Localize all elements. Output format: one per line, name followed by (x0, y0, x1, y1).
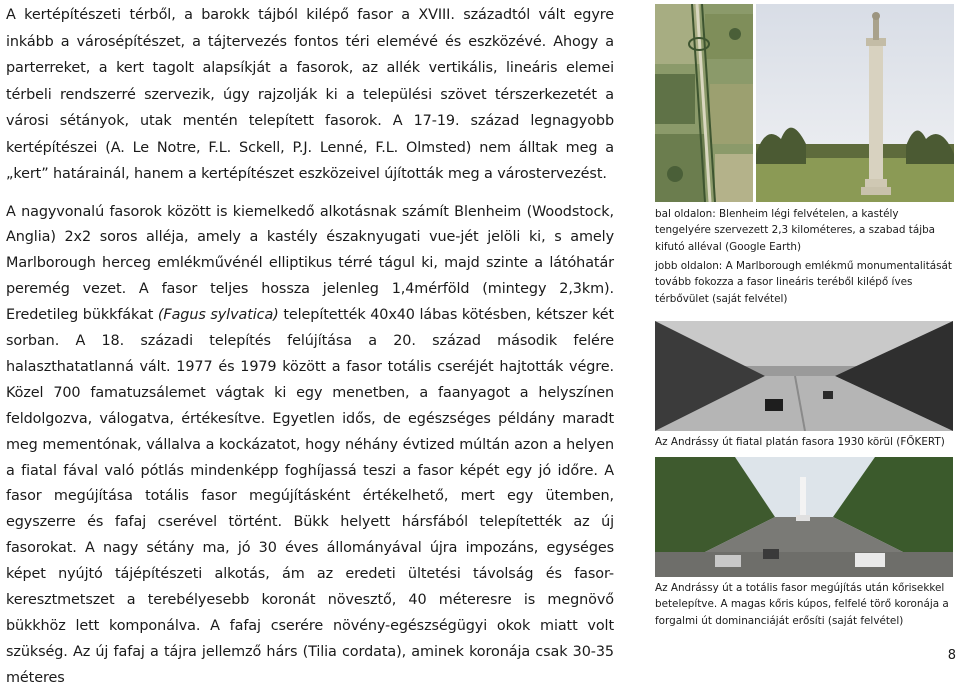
caption-marlborough: jobb oldalon: A Marlborough emlékmű monumentalitását tovább fokozza a fasor lineáris teréből kilépő íves térbővület (saját felvétel) (655, 260, 952, 305)
paragraph-blenheim-text-b: telepítették 40x40 lábas kötésben, kétszer két sorban. A 18. századi telepítés felújítása a 20. század második felére halaszthatatlanná vált. 1977 és 1979 között a fasor totális cseréjét hajtották végre. Közel 700 famatuzsálemet vágtak ki egy menetben, a faanyagot a helyszínen feldolgozva, válogatva, értékesítve. Egyetlen idős, de egészséges példány maradt meg mementónak, vállalva a kockázatot, hogy néhány évtized múltán azon a helyen a fiatal fával való pótlás mindenképp foghíjassá teszi a fasor képét egy jó időre. A fasor megújítása totális fasor megújításként értékelhető, mert egy ütemben, egyszerre és fafaj cserével történt. Bükk helyett hársfából telepítették az új fasorokat. A nagy sétány ma, jó 30 éves állományával újra impozáns, egységes képet nyújtó tájépítészeti alkotás, ám az eredeti ültetési távolság és fasor-keresztmetszet a terebélyesebb koronát növesztő, 40 méteresre is megnövő bükkhöz lett komponálva. A fafaj cserére növény-egészségügyi okok miatt volt szükség. Az új fafaj a tájra jellemző hárs (Tilia cordata), aminek koronája csak 30-35 méteres (6, 307, 614, 686)
latin-name: (Fagus sylvatica) (157, 307, 279, 324)
aerial-photo-blenheim (655, 4, 753, 202)
paragraph-blenheim-text-a: A nagyvonalú fasorok között is kiemelkedő alkotásnak számít Blenheim (Woodstock, Anglia) 2x2 soros alléja, amely a kastély északnyugati vue-jét jelöli ki, s amely Marlborough herceg emlékművénél elliptikus térré tágul ki, majd szinte a látóhatár peremég vezet. A fasor teljes hossza jelenleg 1,4mérföld (mintegy 2,3km). Eredetileg bükkfákat (6, 203, 614, 324)
paragraph-intro-text: A kertépítészeti térből, a barokk tájból kilépő fasor a XVIII. századtól vált egyre inkább a városépítészet, a tájtervezés fontos téri elemévé és eszközévé. Ahogy a parterreket, a kert tagolt alapsíkját a fasorok, az allék vertikális, lineáris elemei térbeli rendszerré szervezik, úgy rajzolják ki a települési szövet térszerkezetét a városi sétányok, utak mentén telepített fasorok. A 17-19. század legnagyobb kertépítészei (A. Le Notre, F.L. Sckell, P.J. Lenné, F.L. Olmsted) nem álltak meg a „kert” határainál, hanem a kertépítészet eszközeivel újították meg a várostervezést. (6, 7, 614, 182)
photo-andrassy-1930 (655, 321, 953, 431)
page-number: 8 (947, 648, 956, 663)
paragraph-intro (6, 2, 614, 188)
body-text (6, 2, 614, 692)
photo-marlborough-column (756, 4, 954, 202)
paragraph-blenheim (6, 200, 614, 692)
caption-blenheim: bal oldalon: Blenheim légi felvételen, a kastély tengelyére szervezett 2,3 kilométeres, a szabad tájba kifutó alléval (Google Earth) (655, 208, 936, 253)
photo-andrassy-today (655, 457, 953, 577)
caption-andrassy-today: Az Andrássy út a totális fasor megújítás után kőrisekkel betelepítve. A magas kőris kúpos, felfelé törő koronája a forgalmi út dominanciáját erősíti (saját felvétel) (655, 582, 949, 627)
caption-andrassy-1930: Az Andrássy út fiatal platán fasora 1930 körül (FŐKERT) (655, 436, 945, 448)
